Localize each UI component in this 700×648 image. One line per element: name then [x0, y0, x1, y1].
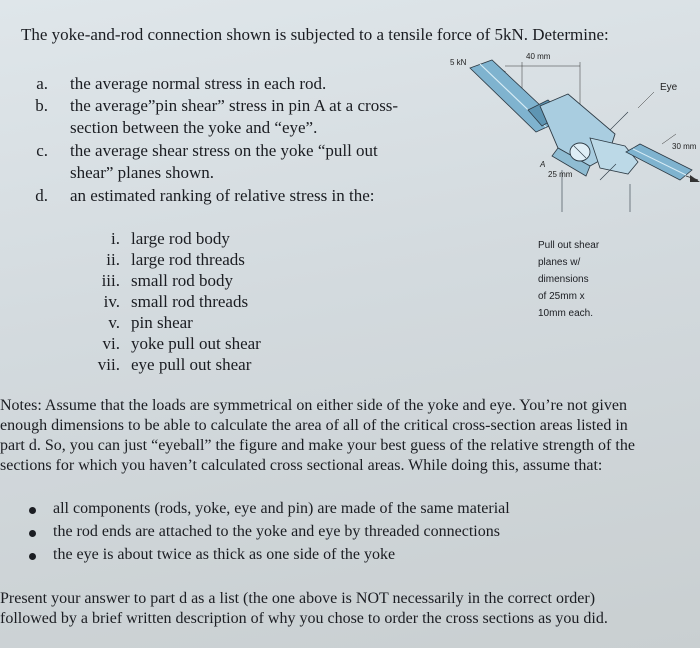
ranking-label: vi.: [102, 334, 120, 353]
figure-note: of 25mm x: [538, 291, 585, 302]
ranking-label: iii.: [101, 271, 120, 290]
ranking-item: eye pull out shear: [131, 355, 252, 374]
notes-line: enough dimensions to be able to calculate the area of all of the critical cross-section areas listed in: [0, 417, 628, 434]
bullet-icon: [29, 553, 36, 560]
ranking-label: v.: [108, 313, 120, 332]
closing-line: followed by a brief written description of why you chose to order the cross sections as you did.: [0, 610, 608, 627]
ranking-item: small rod threads: [131, 292, 249, 311]
eye: [590, 138, 638, 174]
question-c-line-1: the average shear stress on the yoke “pull out: [70, 141, 378, 160]
yoke-rod-figure: [440, 52, 700, 222]
yoke-rod-drawing: [440, 52, 700, 222]
force-label: 5 kN: [450, 58, 467, 67]
question-c-line-2: shear” planes shown.: [70, 163, 214, 182]
ranking-item: small rod body: [131, 271, 233, 290]
question-label-b: b.: [35, 96, 48, 115]
eye-label: Eye: [660, 82, 678, 93]
ranking-item: large rod body: [131, 229, 230, 248]
notes-line: sections for which you haven’t calculated cross sectional areas. While doing this, assume that:: [0, 457, 603, 474]
ranking-label: iv.: [103, 292, 120, 311]
assumption-item: the eye is about twice as thick as one side of the yoke: [53, 546, 396, 563]
dimension-40mm: 40 mm: [526, 52, 551, 61]
ranking-label: vii.: [97, 355, 120, 374]
notes-line: part d. So, you can just “eyeball” the figure and make your best guess of the relative strength of the: [0, 437, 635, 454]
figure-note: dimensions: [538, 274, 589, 285]
figure-note: 10mm each.: [538, 308, 594, 319]
question-label-d: d.: [35, 186, 48, 205]
problem-statement: The yoke-and-rod connection shown is subjected to a tensile force of 5kN. Determine:: [21, 25, 609, 44]
ranking-label: ii.: [106, 250, 120, 269]
bullet-icon: [29, 530, 36, 537]
bullet-icon: [29, 507, 36, 514]
pin-dimension: 25 mm: [548, 170, 573, 179]
question-b-line-1: the average”pin shear” stress in pin A at a cross-: [70, 96, 399, 115]
assumption-item: all components (rods, yoke, eye and pin) are made of the same material: [53, 500, 510, 517]
question-d-line-1: an estimated ranking of relative stress in the:: [70, 186, 375, 205]
dimension-30mm: 30 mm: [672, 142, 697, 151]
assumption-item: the rod ends are attached to the yoke and eye by threaded connections: [53, 523, 500, 540]
ranking-label: i.: [111, 229, 120, 248]
question-b-line-2: section between the yoke and “eye”.: [70, 118, 318, 137]
pin-label: A: [540, 160, 546, 169]
closing-line: Present your answer to part d as a list (the one above is NOT necessarily in the correct order): [0, 590, 596, 607]
ranking-item: pin shear: [131, 313, 193, 332]
ranking-item: yoke pull out shear: [131, 334, 261, 353]
force-arrow-right-icon: [690, 175, 700, 182]
notes-line: Notes: Assume that the loads are symmetrical on either side of the yoke and eye. You’re not given: [0, 397, 627, 414]
figure-note: Pull out shear: [538, 240, 600, 251]
question-label-a: a.: [36, 74, 48, 93]
figure-note: planes w/: [538, 257, 581, 268]
ranking-item: large rod threads: [131, 250, 245, 269]
question-label-c: c.: [36, 141, 48, 160]
question-a-line-1: the average normal stress in each rod.: [70, 74, 327, 93]
